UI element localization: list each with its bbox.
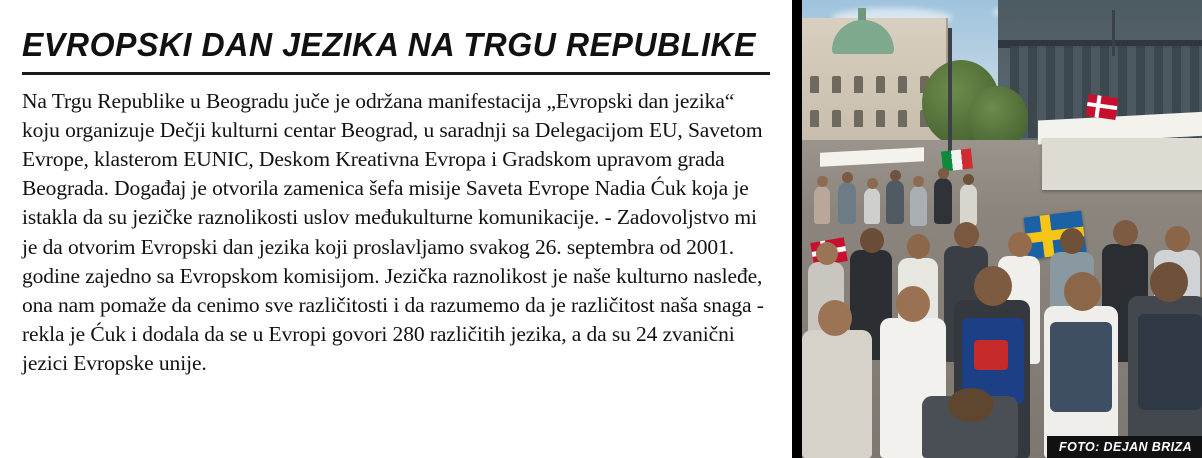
- column-separator: [792, 0, 802, 458]
- building-window: [876, 76, 885, 93]
- article-body: [22, 87, 774, 379]
- person-head: [954, 222, 979, 248]
- person-foreground: [802, 330, 872, 458]
- person-head: [816, 242, 838, 265]
- light-pole: [1112, 10, 1115, 56]
- person-head: [948, 388, 994, 422]
- tent-body: [1042, 138, 1202, 190]
- person-head: [817, 176, 828, 187]
- building-window: [832, 76, 841, 93]
- person: [864, 188, 880, 224]
- flag-denmark-small: [1086, 94, 1119, 120]
- person: [838, 182, 856, 224]
- person-head: [1113, 220, 1138, 246]
- building-window: [854, 110, 863, 127]
- article-photo: [802, 0, 1202, 458]
- backpack-grey: [1050, 322, 1112, 412]
- article-body-text: Na Trgu Republike u Beogradu juče je održana manifestacija „Evropski dan jezika“ koju organizuje Dečji kulturni centar Beograd, u saradnji sa Delegacijom EU, Savetom Evrope, klasterom EUNIC, Deskom Kreativna Evropa i Gradskom upravom grada Beograda. Događaj je otvorila zamenica šefa misije Saveta Evrope Nadia Ćuk koja je istakla da su jezičke raznolikosti uslov međukulturne komunikacije. - Zadovoljstvo mi je da otvorim Evropski dan jezika koji proslavljamo svakog 26. septembra od 2001. godine zajedno sa Evropskom komisijom. Jezička raznolikost je naše kulturno nasleđe, ona nam pomaže da cenimo sve različitosti i da razumemo da je različitost naša snaga - rekla je Ćuk i dodala da se u Evropi govori 280 različitih jezika, a da su 24 zvanični jezici Evropske unije.: [22, 88, 764, 376]
- person: [886, 180, 904, 224]
- person-head: [1060, 228, 1084, 254]
- person-head: [1165, 226, 1190, 252]
- person-head: [1150, 262, 1188, 302]
- backpack-pocket: [974, 340, 1008, 370]
- person: [960, 184, 977, 226]
- person-head: [860, 228, 884, 253]
- backpack-dark: [1138, 314, 1202, 410]
- building-window: [810, 110, 819, 127]
- person-head: [963, 174, 974, 185]
- person-head: [913, 176, 924, 187]
- person: [910, 186, 927, 226]
- person-head: [1064, 272, 1101, 311]
- person-head: [896, 286, 930, 322]
- light-pole: [948, 28, 952, 158]
- person-head: [974, 266, 1012, 306]
- person-head: [907, 234, 930, 259]
- person-head: [842, 172, 853, 183]
- person-head: [1008, 232, 1032, 257]
- building-window: [810, 76, 819, 93]
- photo-credit: FOTO: DEJAN BRIZA: [1047, 436, 1202, 458]
- person-head: [890, 170, 901, 181]
- green-dome: [832, 20, 894, 54]
- person: [814, 186, 830, 224]
- person-head: [867, 178, 878, 189]
- person-head: [938, 168, 949, 179]
- building-window: [898, 76, 907, 93]
- person-head: [818, 300, 852, 336]
- building-window: [832, 110, 841, 127]
- building-window: [876, 110, 885, 127]
- building-window: [898, 110, 907, 127]
- building-window: [854, 76, 863, 93]
- title-divider: [22, 72, 770, 75]
- person: [934, 178, 952, 224]
- page-title: EVROPSKI DAN JEZIKA NA TRGU REPUBLIKE: [22, 26, 757, 63]
